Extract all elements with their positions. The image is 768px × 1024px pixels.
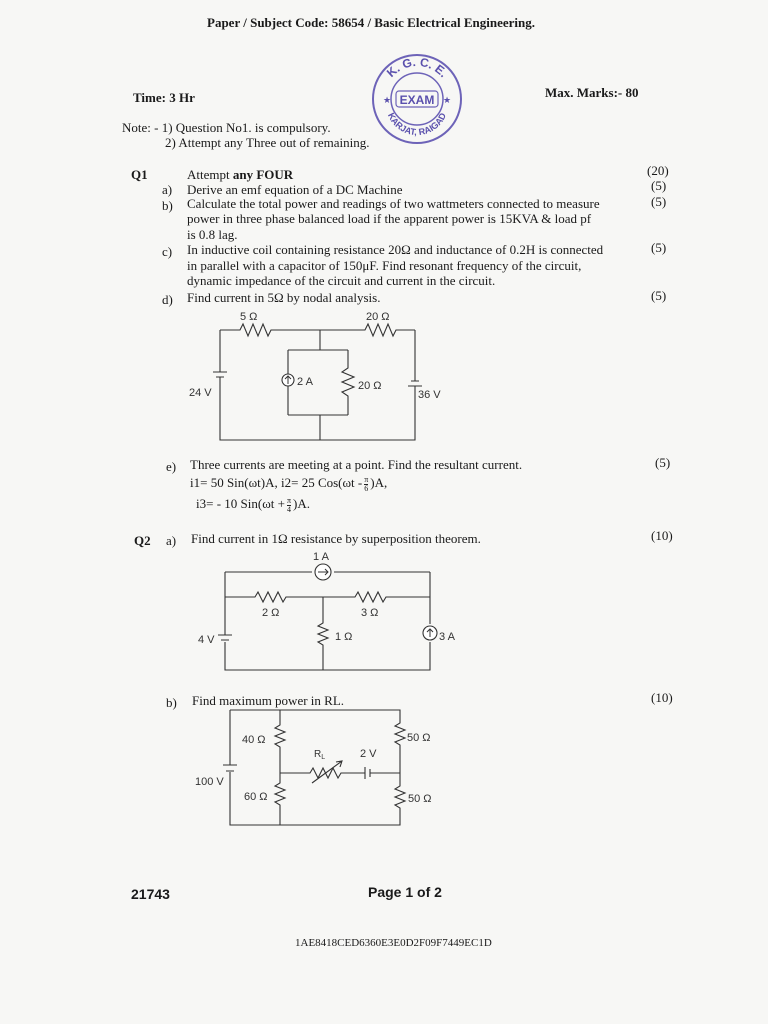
q2b-v1-label: 100 V	[195, 776, 224, 788]
q1d-v1-label: 24 V	[189, 387, 212, 399]
paper-title: Paper / Subject Code: 58654 / Basic Electrical Engineering.	[207, 15, 535, 30]
page-number: Page 1 of 2	[368, 884, 442, 900]
footer-code: 21743	[131, 886, 170, 902]
q2b-r2-label: 60 Ω	[244, 791, 268, 803]
stamp-top-text: K. G. C. E.	[383, 54, 451, 81]
q2a-cs-right-label: 3 A	[439, 631, 455, 643]
q2b-label: b)	[166, 695, 177, 710]
q1a-marks: (5)	[651, 178, 667, 193]
q1d-circuit	[180, 300, 450, 450]
q1d-label: d)	[162, 292, 173, 307]
q1e-marks: (5)	[655, 455, 671, 470]
q2a-label: a)	[166, 533, 177, 548]
q2a-circuit	[185, 545, 465, 675]
time-label: Time: 3 Hr	[133, 90, 195, 105]
q2b-rl-label: $R_L$	[314, 749, 326, 761]
svg-text:KARJAT, RAIGAD	[386, 111, 448, 137]
q1-marks: (20)	[647, 163, 669, 178]
q1c-line-3: dynamic impedance of the circuit and current in the circuit.	[187, 273, 496, 288]
q2a-marks: (10)	[651, 528, 673, 543]
q1e-label: e)	[166, 459, 177, 474]
q1b-label: b)	[162, 198, 173, 213]
q1d-r3-label: 20 Ω	[358, 380, 382, 392]
q2b-r3-label: 50 Ω	[407, 732, 431, 744]
q2b-v2-label: 2 V	[360, 748, 377, 760]
q1d-source-label: 2 A	[297, 376, 313, 388]
q1-heading: Attempt any FOUR	[187, 167, 294, 182]
document-hash: 1AE8418CED6360E3E0D2F09F7449EC1D	[295, 937, 492, 949]
q1d-text: Find current in 5Ω by nodal analysis.	[187, 290, 381, 305]
stamp-bottom-text: KARJAT, RAIGAD	[385, 111, 449, 138]
note-line-1: Note: - 1) Question No1. is compulsory.	[122, 120, 331, 135]
q2a-text: Find current in 1Ω resistance by superposition theorem.	[191, 531, 481, 546]
q1-label: Q1	[131, 167, 148, 182]
q1e-i1-i2: i1= 50 Sin(ωt)A, i2= 25 Cos(ωt - $\frac{\pi}{6}$ )A,	[190, 474, 388, 493]
q1c-line-1: In inductive coil containing resistance 20Ω and inductance of 0.2H is connected	[187, 242, 604, 257]
q1a-label: a)	[162, 182, 173, 197]
q1b-line-2: power in three phase balanced load if the apparent power is 15KVA & load pf	[187, 211, 592, 226]
svg-text:★: ★	[443, 95, 452, 105]
q1d-r2-label: 20 Ω	[366, 311, 390, 323]
q1d-marks: (5)	[651, 288, 667, 303]
q1b-line-3: is 0.8 lag.	[187, 227, 238, 242]
q1e-i3: i3= - 10 Sin(ωt + $\frac{\pi}{4}$ )A.	[196, 495, 310, 514]
q1a-text: Derive an emf equation of a DC Machine	[187, 182, 403, 197]
q2-label: Q2	[134, 533, 151, 548]
stamp-center-text: EXAM	[399, 93, 435, 107]
q1b-line-1: Calculate the total power and readings of two wattmeters connected to measure	[187, 196, 600, 211]
q1d-r1-label: 5 Ω	[240, 311, 258, 323]
q2a-cs-top-label: 1 A	[313, 551, 329, 563]
q1b-marks: (5)	[651, 194, 667, 209]
q2a-r2-label: 3 Ω	[361, 607, 379, 619]
q1c-marks: (5)	[651, 240, 667, 255]
max-marks-label: Max. Marks:- 80	[545, 85, 639, 100]
q2b-circuit	[190, 705, 450, 830]
q2a-r3-label: 1 Ω	[335, 631, 353, 643]
q1c-line-2: in parallel with a capacitor of 150μF. Find resonant frequency of the circuit,	[187, 258, 582, 273]
q1e-line-1: Three currents are meeting at a point. Find the resultant current.	[190, 457, 523, 472]
svg-text:K. G. C. E.	[384, 55, 451, 80]
q2b-r1-label: 40 Ω	[242, 734, 266, 746]
note-line-2: 2) Attempt any Three out of remaining.	[165, 135, 370, 150]
q2b-text: Find maximum power in RL.	[192, 693, 345, 708]
q1d-v2-label: 36 V	[418, 389, 441, 401]
q2a-r1-label: 2 Ω	[262, 607, 280, 619]
q1c-label: c)	[162, 244, 173, 259]
q2b-r4-label: 50 Ω	[408, 793, 432, 805]
q2a-v-label: 4 V	[198, 634, 215, 646]
q2b-marks: (10)	[651, 690, 673, 705]
svg-text:★: ★	[383, 95, 392, 105]
college-stamp	[370, 52, 464, 146]
